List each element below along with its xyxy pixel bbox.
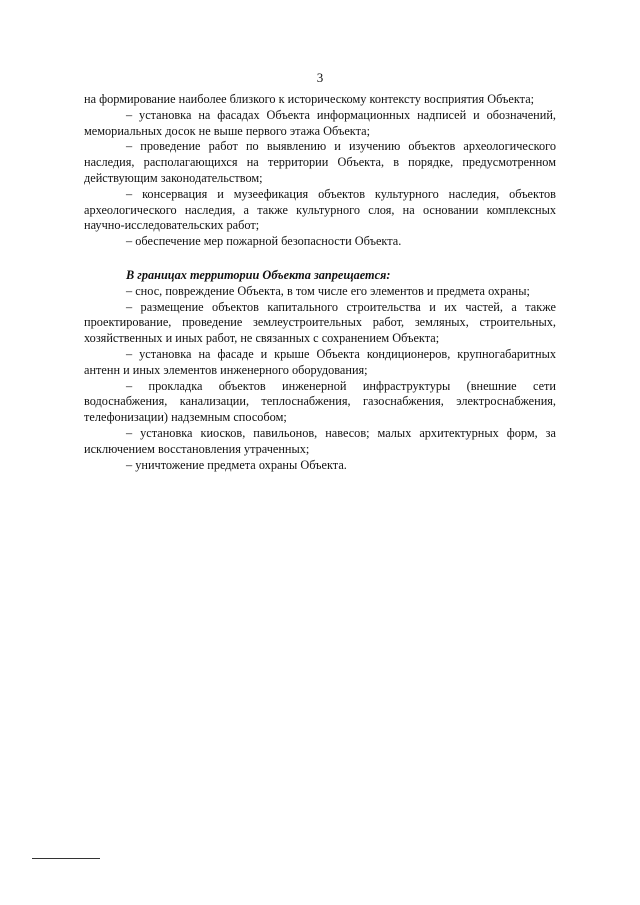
page-number: 3: [316, 70, 324, 85]
prohibited-item-utilities: – прокладка объектов инженерной инфраструктуры (внешние сети водоснабжения, канализации, теплоснабжения, газоснабжения, электроснабжения, телефонизации) надземным способом;: [84, 378, 556, 425]
section-heading-prohibited: В границах территории Объекта запрещается:: [126, 267, 391, 282]
paragraph-continuation: на формирование наиболее близкого к историческому контексту восприятия Объекта;: [84, 92, 535, 106]
prohibited-item-equipment: – установка на фасаде и крыше Объекта кондиционеров, крупногабаритных антенн и иных элементов инженерного оборудования;: [84, 346, 556, 377]
prohibited-item-demolition: – снос, повреждение Объекта, в том числе его элементов и предмета охраны;: [126, 283, 530, 298]
footer-rule: [32, 858, 100, 859]
prohibited-item-destruction: – уничтожение предмета охраны Объекта.: [126, 457, 347, 472]
document-body: [84, 92, 556, 473]
prohibited-item-kiosks: – установка киосков, павильонов, навесов; малых архитектурных форм, за исключением восстановления утраченных;: [84, 425, 556, 456]
list-item-fire-safety: – обеспечение мер пожарной безопасности Объекта.: [126, 234, 402, 249]
list-item-inscriptions: – установка на фасадах Объекта информационных надписей и обозначений, мемориальных досок не выше первого этажа Объекта;: [84, 107, 556, 138]
prohibited-item-construction: – размещение объектов капитального строительства и их частей, а также проектирование, проведение землеустроительных работ, земляных, строительных, хозяйственных и иных работ, не связанных с сохранением Объекта;: [84, 299, 556, 346]
list-item-archaeology-study: – проведение работ по выявлению и изучению объектов археологического наследия, располагающихся на территории Объекта, в порядке, предусмотренном действующим законодательством;: [84, 139, 556, 185]
list-item-conservation: – консервация и музеефикация объектов культурного наследия, объектов археологического наследия, а также культурного слоя, на основании комплексных научно-исследовательских работ;: [84, 186, 556, 233]
